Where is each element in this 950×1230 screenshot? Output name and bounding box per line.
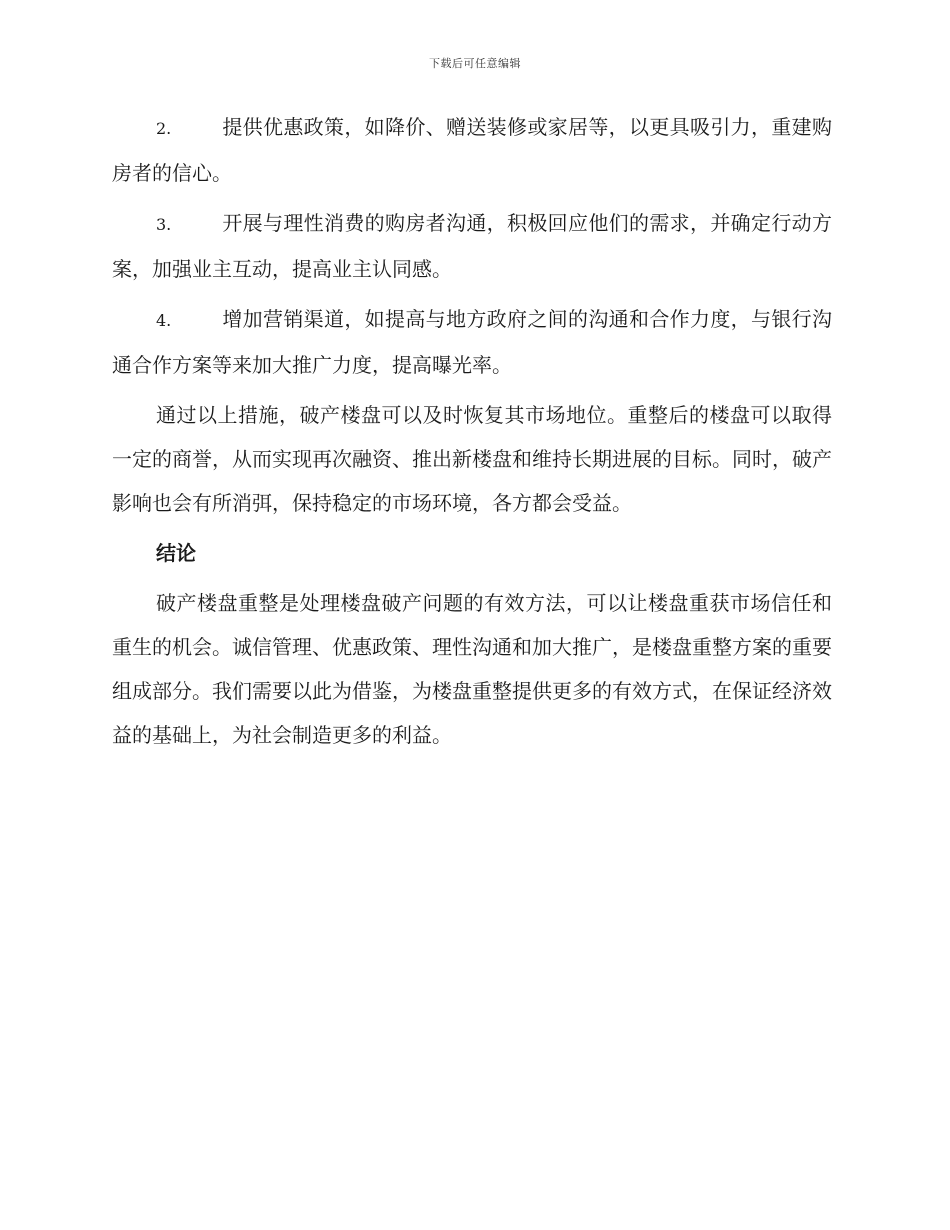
list-item-number: 3. [156,215,172,234]
list-item-text: 开展与理性消费的购房者沟通，积极回应他们的需求，并确定行动方案，加强业主互动，提高业主认同感。 [112,211,832,281]
list-item-number: 2. [156,119,172,138]
summary-paragraph: 通过以上措施，破产楼盘可以及时恢复其市场地位。重整后的楼盘可以取得一定的商誉，从而实现再次融资、推出新楼盘和维持长期进展的目标。同时，破产影响也会有所消弭，保持稳定的市场环境，各方都会受益。 [112,403,832,515]
document-body [112,105,832,763]
list-item-text: 增加营销渠道，如提高与地方政府之间的沟通和合作力度，与银行沟通合作方案等来加大推广力度，提高曝光率。 [112,307,832,377]
list-item [112,201,832,291]
list-item-number: 4. [156,311,172,330]
list-item [112,105,832,195]
conclusion-heading: 结论 [156,541,196,565]
conclusion-paragraph: 破产楼盘重整是处理楼盘破产问题的有效方法，可以让楼盘重获市场信任和重生的机会。诚信管理、优惠政策、理性沟通和加大推广，是楼盘重整方案的重要组成部分。我们需要以此为借鉴，为楼盘重整提供更多的有效方式，在保证经济效益的基础上，为社会制造更多的利益。 [112,591,832,747]
header-note: 下载后可任意编辑 [429,57,521,70]
list-item-text: 提供优惠政策，如降价、赠送装修或家居等，以更具吸引力，重建购房者的信心。 [112,115,832,185]
list-item [112,297,832,387]
